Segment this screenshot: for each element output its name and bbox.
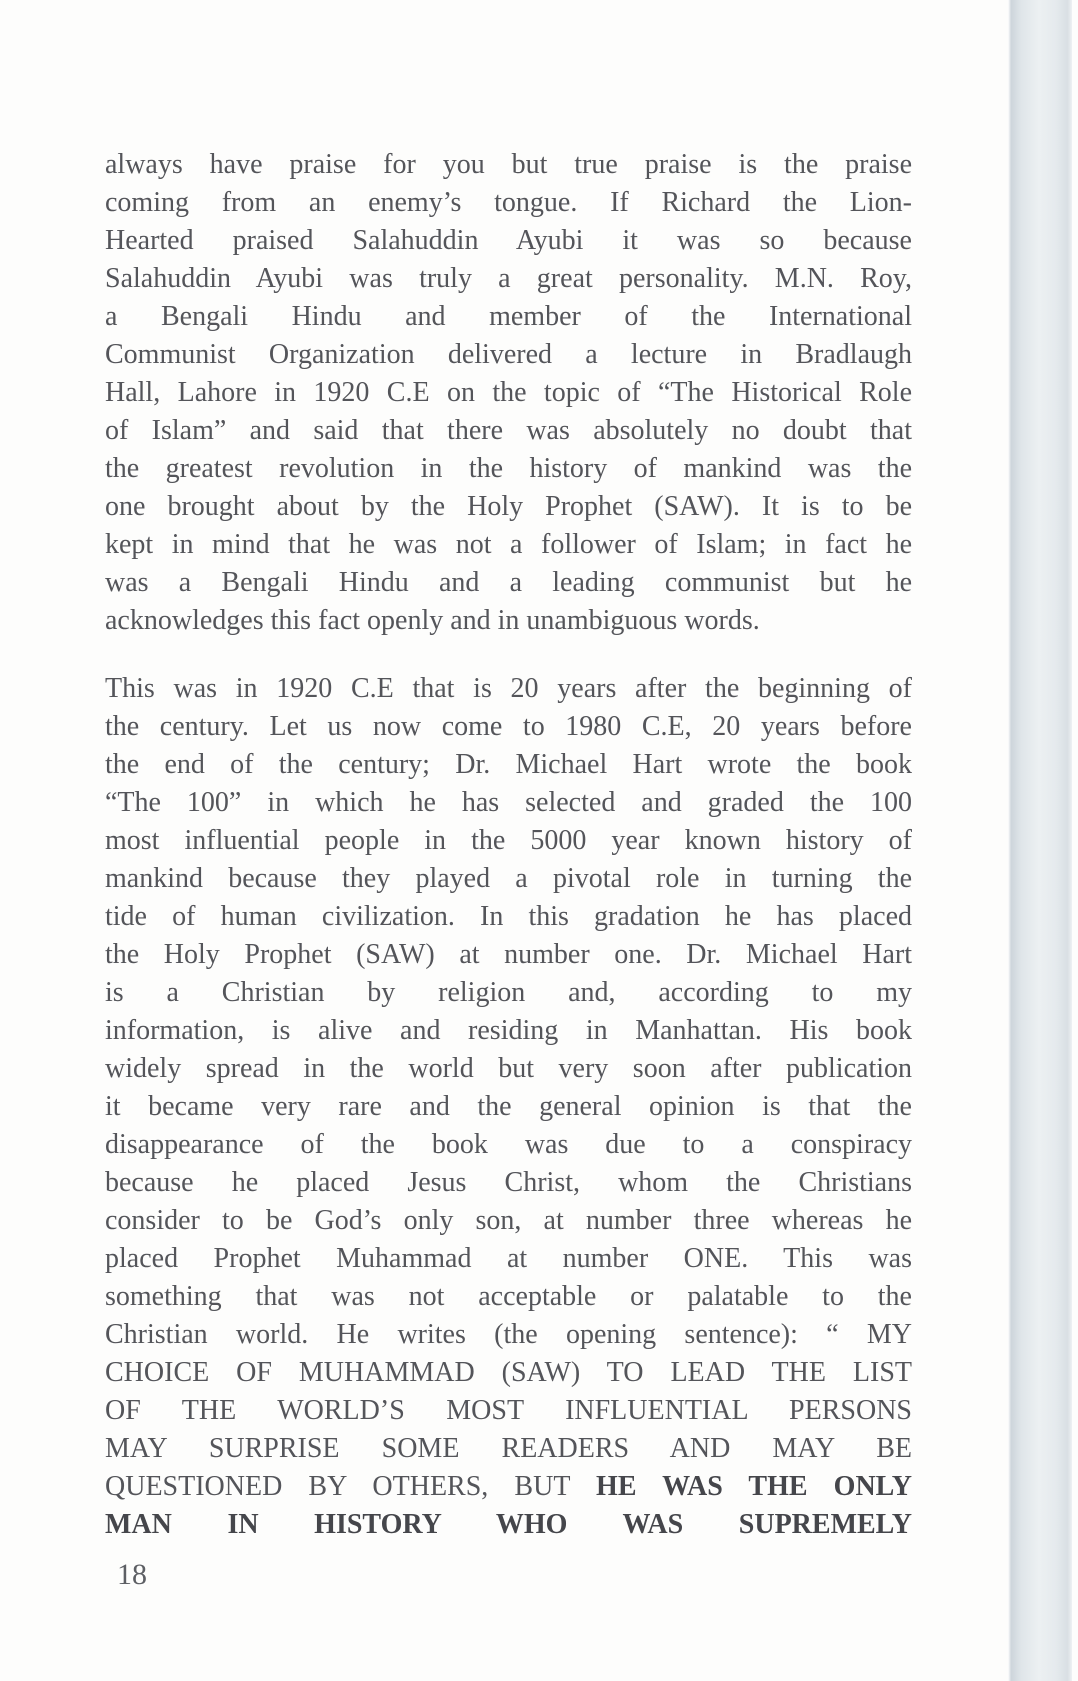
- text-line: [105, 1354, 912, 1392]
- text-run: Christian world. He writes (the opening sentence): “ MY: [105, 1319, 912, 1350]
- text-line: [105, 1088, 912, 1126]
- text-run: mankind because they played a pivotal role in turning the: [105, 863, 912, 894]
- text-line: [105, 1164, 912, 1202]
- text-run: Hearted praised Salahuddin Ayubi it was so because: [105, 225, 912, 256]
- text-line: [105, 146, 912, 184]
- text-line: [105, 336, 912, 374]
- text-line: [105, 1240, 912, 1278]
- text-line: [105, 898, 912, 936]
- text-line: [105, 1468, 912, 1506]
- bold-text-run: HE WAS THE ONLY: [596, 1471, 912, 1502]
- text-line: [105, 1012, 912, 1050]
- text-run: always have praise for you but true praise is the praise: [105, 149, 912, 180]
- text-line: [105, 822, 912, 860]
- text-line: [105, 374, 912, 412]
- text-run: the century. Let us now come to 1980 C.E, 20 years before: [105, 711, 912, 742]
- text-run: something that was not acceptable or palatable to the: [105, 1281, 912, 1312]
- text-line: [105, 708, 912, 746]
- text-line: [105, 488, 912, 526]
- text-run: placed Prophet Muhammad at number ONE. This was: [105, 1243, 912, 1274]
- page-edge-shadow-strip: [1008, 0, 1072, 1681]
- text-line: [105, 1316, 912, 1354]
- text-line: [105, 784, 912, 822]
- page-number: 18: [117, 1558, 147, 1591]
- text-line: [105, 564, 912, 602]
- text-run: Salahuddin Ayubi was truly a great personality. M.N. Roy,: [105, 263, 912, 294]
- text-line: [105, 670, 912, 708]
- text-line: [105, 298, 912, 336]
- text-run: tide of human civilization. In this gradation he has placed: [105, 901, 912, 932]
- text-line: [105, 1126, 912, 1164]
- text-run: Communist Organization delivered a lecture in Bradlaugh: [105, 339, 912, 370]
- text-run: Hall, Lahore in 1920 C.E on the topic of “The Historical Role: [105, 377, 912, 408]
- text-run: acknowledges this fact openly and in unambiguous words.: [105, 605, 760, 636]
- text-run: coming from an enemy’s tongue. If Richard the Lion-: [105, 187, 912, 218]
- text-line: [105, 936, 912, 974]
- text-run: it became very rare and the general opinion is that the: [105, 1091, 912, 1122]
- text-run: the end of the century; Dr. Michael Hart wrote the book: [105, 749, 912, 780]
- text-line: [105, 1202, 912, 1240]
- text-run: was a Bengali Hindu and a leading communist but he: [105, 567, 912, 598]
- text-run: information, is alive and residing in Manhattan. His book: [105, 1015, 912, 1046]
- text-line: [105, 1430, 912, 1468]
- text-run: disappearance of the book was due to a conspiracy: [105, 1129, 912, 1160]
- text-run: one brought about by the Holy Prophet (SAW). It is to be: [105, 491, 912, 522]
- text-line: [105, 1392, 912, 1430]
- text-line: [105, 1050, 912, 1088]
- text-run: widely spread in the world but very soon after publication: [105, 1053, 912, 1084]
- text-run: the Holy Prophet (SAW) at number one. Dr. Michael Hart: [105, 939, 912, 970]
- text-run: the greatest revolution in the history of mankind was the: [105, 453, 912, 484]
- text-line: [105, 526, 912, 564]
- text-line: [105, 260, 912, 298]
- text-run: most influential people in the 5000 year known history of: [105, 825, 912, 856]
- text-run: OF THE WORLD’S MOST INFLUENTIAL PERSONS: [105, 1395, 912, 1426]
- text-run: consider to be God’s only son, at number three whereas he: [105, 1205, 912, 1236]
- text-run: “The 100” in which he has selected and graded the 100: [105, 787, 912, 818]
- text-run: QUESTIONED BY OTHERS, BUT: [105, 1471, 597, 1502]
- text-line: [105, 1506, 912, 1544]
- text-run: This was in 1920 C.E that is 20 years after the beginning of: [105, 673, 912, 704]
- paragraph-1: [105, 146, 912, 640]
- text-run: kept in mind that he was not a follower of Islam; in fact he: [105, 529, 912, 560]
- text-run: CHOICE OF MUHAMMAD (SAW) TO LEAD THE LIST: [105, 1357, 912, 1388]
- text-line: [105, 974, 912, 1012]
- bold-text-run: MAN IN HISTORY WHO WAS SUPREMELY: [105, 1509, 912, 1540]
- text-line: [105, 1278, 912, 1316]
- text-run: a Bengali Hindu and member of the International: [105, 301, 912, 332]
- text-line: [105, 450, 912, 488]
- text-run: because he placed Jesus Christ, whom the Christians: [105, 1167, 912, 1198]
- text-line: [105, 860, 912, 898]
- text-line: [105, 602, 912, 640]
- text-line: [105, 746, 912, 784]
- text-line: [105, 222, 912, 260]
- text-run: MAY SURPRISE SOME READERS AND MAY BE: [105, 1433, 912, 1464]
- paragraph-2: [105, 670, 912, 1544]
- page-text: [105, 146, 912, 1544]
- text-line: [105, 412, 912, 450]
- text-run: is a Christian by religion and, according to my: [105, 977, 912, 1008]
- text-run: of Islam” and said that there was absolutely no doubt that: [105, 415, 912, 446]
- text-line: [105, 184, 912, 222]
